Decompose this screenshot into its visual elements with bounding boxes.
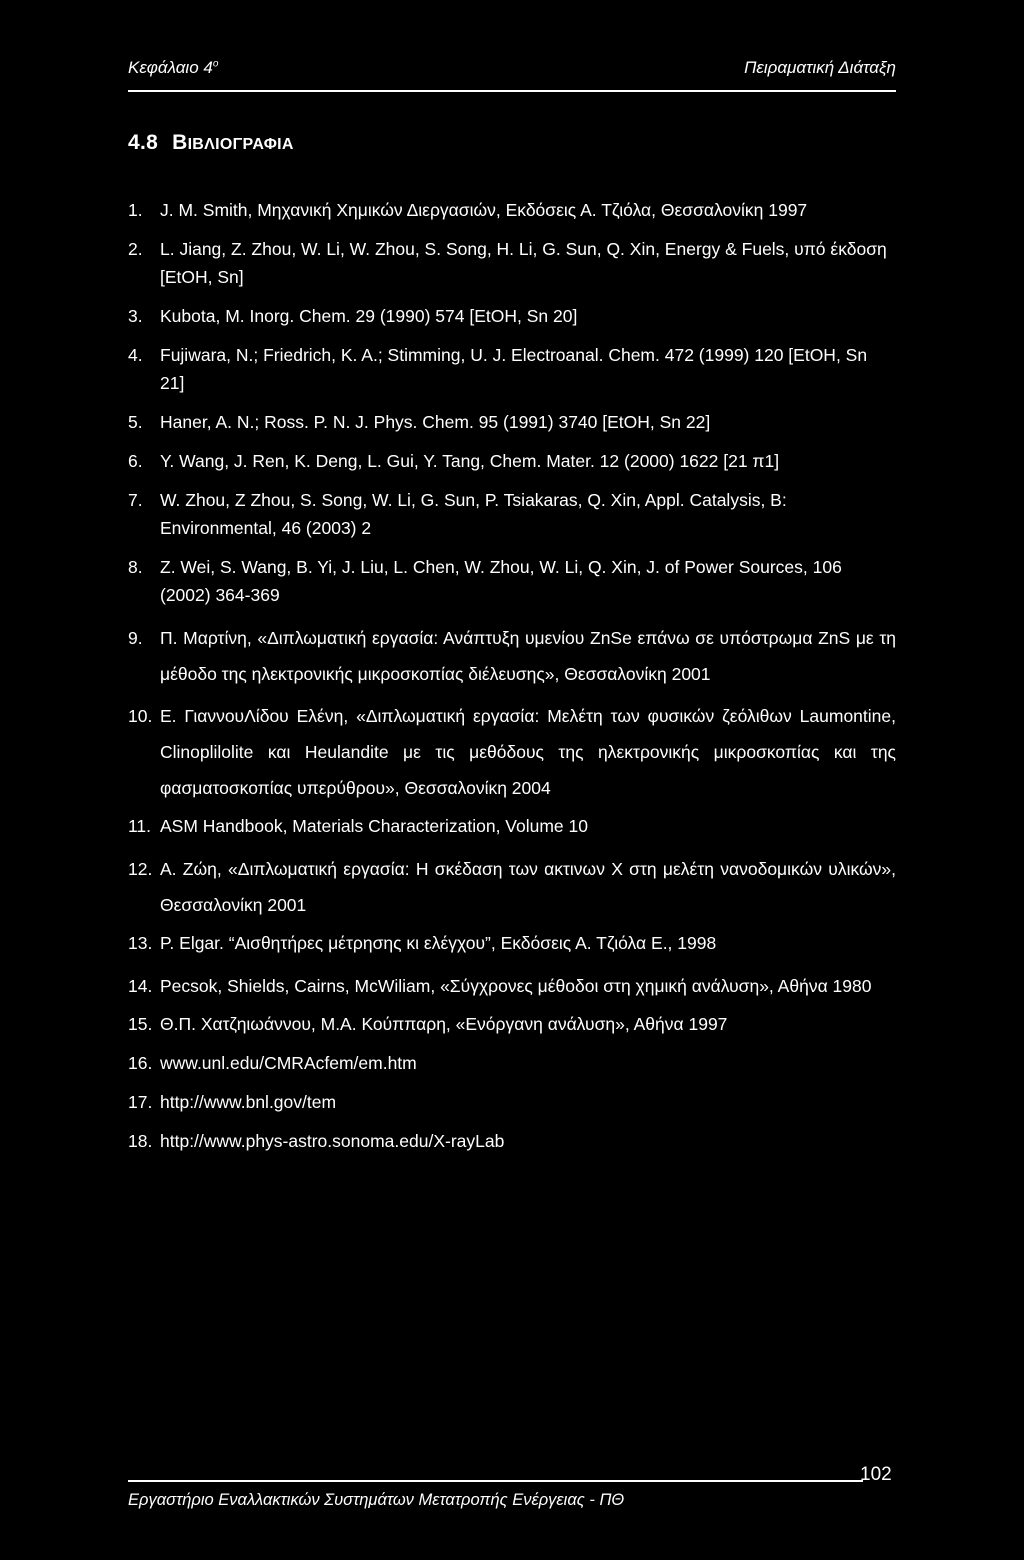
reference-item [128, 698, 896, 806]
footer-divider [128, 1480, 863, 1482]
reference-number: 8. [128, 557, 143, 577]
reference-number: 1. [128, 200, 143, 220]
reference-text: Α. Ζώη, «Διπλωματική εργασία: Η σκέδαση των ακτινων Χ στη μελέτη νανοδομικών υλικών», Θεσσαλονίκη 2001 [160, 859, 896, 915]
reference-text: Θ.Π. Χατζηιωάννου, Μ.Α. Κούππαρη, «Ενόργανη ανάλυση», Αθήνα 1997 [160, 1014, 728, 1034]
reference-text: Pecsok, Shields, Cairns, McWiliam, «Σύγχρονες μέθοδοι στη χημική ανάλυση», Αθήνα 1980 [160, 976, 872, 996]
reference-text: Ε. ΓιαννουΛίδου Ελένη, «Διπλωματική εργασία: Μελέτη των φυσικών ζεόλιθων Laumontine, Clinoplilolite και Heulandite με τις μεθόδους της ηλεκτρονικής μικροσκοπίας και της φασματοσκοπίας υπερύθρου», Θεσσαλονίκη 2004 [160, 706, 896, 798]
reference-number: 18. [128, 1131, 153, 1151]
reference-item [128, 929, 896, 957]
reference-number: 4. [128, 345, 143, 365]
reference-number: 15. [128, 1014, 153, 1034]
reference-item [128, 235, 896, 291]
reference-number: 14. [128, 976, 153, 996]
reference-number: 13. [128, 933, 153, 953]
chapter-label-text: Κεφάλαιο 4 [128, 58, 213, 77]
reference-text: Z. Wei, S. Wang, B. Yi, J. Liu, L. Chen, W. Zhou, W. Li, Q. Xin, J. of Power Sources, 106 (2002) 364-369 [160, 557, 842, 605]
reference-number: 2. [128, 239, 143, 259]
reference-item [128, 196, 896, 224]
reference-text: L. Jiang, Z. Zhou, W. Li, W. Zhou, S. Song, H. Li, G. Sun, Q. Xin, Energy & Fuels, υπό έκδοση [EtOH, Sn] [160, 239, 887, 287]
reference-text: http://www.phys-astro.sonoma.edu/X-rayLab [160, 1131, 505, 1151]
reference-item [128, 1010, 896, 1038]
reference-text: Y. Wang, J. Ren, K. Deng, L. Gui, Y. Tang, Chem. Mater. 12 (2000) 1622 [21 π1] [160, 451, 780, 471]
reference-list [128, 196, 896, 1166]
section-title-rest: ΙΒΛΙΟΓΡΑΦΙΑ [187, 136, 294, 153]
reference-text: www.unl.edu/CMRAcfem/em.htm [160, 1053, 417, 1073]
reference-item [128, 851, 896, 923]
reference-text: P. Elgar. “Αισθητήρες μέτρησης κι ελέγχου”, Εκδόσεις Α. Τζιόλα Ε., 1998 [160, 933, 717, 953]
reference-text: Haner, A. N.; Ross. P. N. J. Phys. Chem. 95 (1991) 3740 [EtOH, Sn 22] [160, 412, 711, 432]
reference-item [128, 620, 896, 692]
reference-item [128, 812, 896, 840]
reference-item [128, 341, 896, 397]
chapter-label [128, 58, 218, 78]
reference-item [128, 1049, 896, 1077]
reference-number: 6. [128, 451, 143, 471]
section-title-initial: Β [172, 131, 188, 154]
reference-text: J. M. Smith, Μηχανική Χημικών Διεργασιών, Εκδόσεις Α. Τζιόλα, Θεσσαλονίκη 1997 [160, 200, 808, 220]
reference-number: 11. [128, 816, 152, 836]
reference-item [128, 408, 896, 436]
reference-item [128, 968, 896, 1004]
chapter-label-superscript: ο [212, 58, 219, 70]
reference-text: ASM Handbook, Materials Characterization, Volume 10 [160, 816, 588, 836]
reference-item [128, 1088, 896, 1116]
page-number: 102 [860, 1464, 892, 1485]
reference-number: 12. [128, 859, 153, 879]
reference-text: Kubota, M. Inorg. Chem. 29 (1990) 574 [EtOH, Sn 20] [160, 306, 578, 326]
reference-number: 7. [128, 490, 143, 510]
reference-item [128, 447, 896, 475]
reference-number: 3. [128, 306, 143, 326]
footer-lab-name: Εργαστήριο Εναλλακτικών Συστημάτων Μετατροπής Ενέργειας - ΠΘ [128, 1491, 625, 1509]
section-number: 4.8 [128, 131, 159, 154]
reference-item [128, 302, 896, 330]
page-header [128, 58, 896, 90]
section-running-title: Πειραματική Διάταξη [744, 58, 896, 77]
reference-number: 5. [128, 412, 143, 432]
reference-text: W. Zhou, Z Zhou, S. Song, W. Li, G. Sun, P. Tsiakaras, Q. Xin, Appl. Catalysis, B: Environmental, 46 (2003) 2 [160, 490, 787, 538]
reference-text: http://www.bnl.gov/tem [160, 1092, 337, 1112]
reference-number: 9. [128, 628, 143, 648]
header-divider [128, 90, 896, 92]
section-heading [128, 131, 294, 155]
reference-number: 16. [128, 1053, 153, 1073]
reference-text: Fujiwara, N.; Friedrich, K. A.; Stimming, U. J. Electroanal. Chem. 472 (1999) 120 [EtOH, Sn 21] [160, 345, 868, 393]
reference-text: Π. Μαρτίνη, «Διπλωματική εργασία: Ανάπτυξη υμενίου ZnSe επάνω σε υπόστρωμα ZnS με τη μέθοδο της ηλεκτρονικής μικροσκοπίας διέλευσης», Θεσσαλονίκη 2001 [160, 628, 896, 684]
reference-item [128, 486, 896, 542]
reference-item [128, 1127, 896, 1155]
reference-number: 17. [128, 1092, 153, 1112]
reference-number: 10. [128, 706, 153, 726]
reference-item [128, 553, 896, 609]
